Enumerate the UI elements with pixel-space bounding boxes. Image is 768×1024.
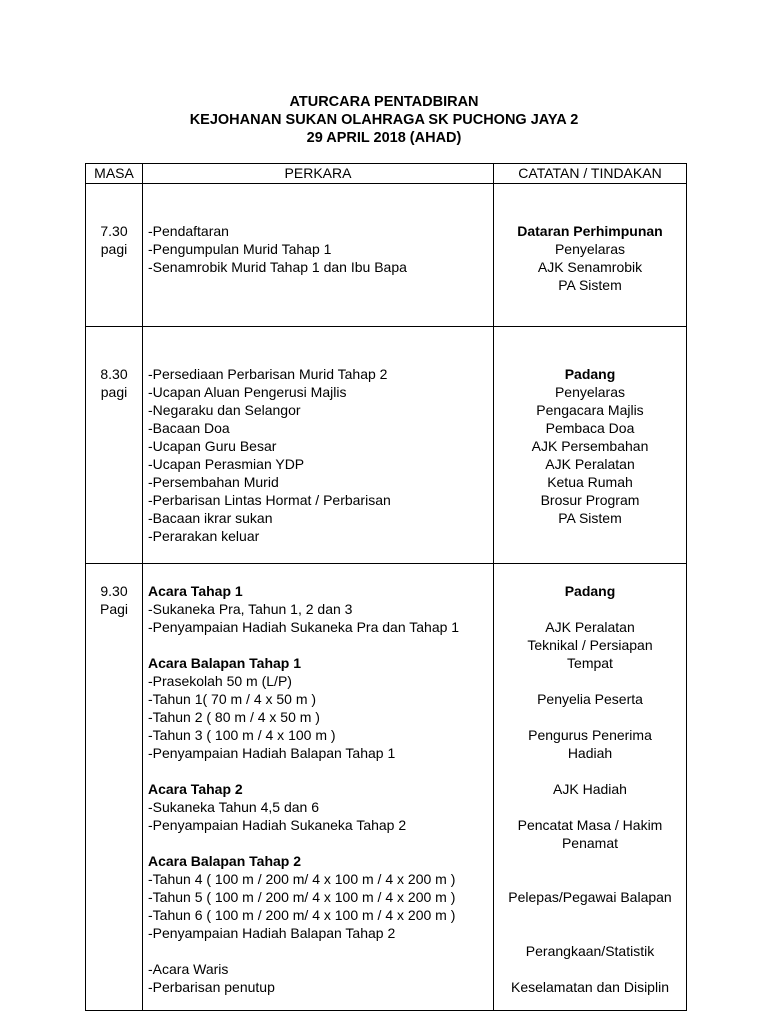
- catatan-line: PA Sistem: [558, 277, 622, 293]
- perkara-line: -Pendaftaran: [148, 223, 229, 239]
- perkara-line: -Persembahan Murid: [148, 474, 279, 490]
- perkara-line: -Tahun 2 ( 80 m / 4 x 50 m ): [148, 709, 320, 725]
- masa-cell: [86, 327, 143, 564]
- perkara-line: -Ucapan Perasmian YDP: [148, 456, 305, 472]
- perkara-line: -Penyampaian Hadiah Sukaneka Tahap 2: [148, 817, 407, 833]
- schedule-table: [85, 163, 687, 1011]
- title-line-2: KEJOHANAN SUKAN OLAHRAGA SK PUCHONG JAYA 2: [189, 112, 579, 128]
- perkara-line: Acara Tahap 2: [148, 781, 243, 797]
- catatan-cell: [494, 327, 687, 564]
- perkara-line: -Perbarisan Lintas Hormat / Perbarisan: [148, 492, 391, 508]
- perkara-line: -Persediaan Perbarisan Murid Tahap 2: [148, 366, 388, 382]
- catatan-line: Penyelaras: [554, 241, 626, 257]
- perkara-line: -Tahun 4 ( 100 m / 200 m/ 4 x 100 m / 4 x 200 m ): [148, 871, 456, 887]
- catatan-line: Tempat: [567, 655, 613, 671]
- catatan-line: Pengurus Penerima: [528, 727, 652, 743]
- masa-line: 8.30: [100, 366, 128, 382]
- blank-line: [148, 942, 493, 960]
- perkara-line: -Penyampaian Hadiah Balapan Tahap 1: [148, 745, 396, 761]
- catatan-line: Pengacara Majlis: [536, 402, 644, 418]
- perkara-line: -Bacaan Doa: [148, 420, 230, 436]
- blank-line: [494, 960, 686, 978]
- blank-line: [148, 834, 493, 852]
- perkara-cell: [143, 327, 494, 564]
- catatan-line: AJK Peralatan: [545, 456, 635, 472]
- perkara-line: -Sukaneka Tahun 4,5 dan 6: [148, 799, 319, 815]
- catatan-cell: [494, 564, 687, 1011]
- catatan-line: Padang: [564, 366, 616, 382]
- blank-line: [494, 762, 686, 780]
- perkara-line: -Senamrobik Murid Tahap 1 dan Ibu Bapa: [148, 259, 407, 275]
- blank-line: [494, 924, 686, 942]
- catatan-line: Hadiah: [567, 745, 613, 761]
- perkara-cell: [143, 564, 494, 1011]
- blank-line: [148, 636, 493, 654]
- perkara-cell: [143, 184, 494, 327]
- perkara-line: -Ucapan Aluan Pengerusi Majlis: [148, 384, 347, 400]
- catatan-line: Brosur Program: [540, 492, 640, 508]
- perkara-line: Acara Balapan Tahap 2: [148, 853, 302, 869]
- blank-line: [494, 798, 686, 816]
- catatan-line: Penyelaras: [554, 384, 626, 400]
- header-masa: MASA: [86, 164, 143, 184]
- table-row: [86, 184, 687, 327]
- blank-line: [494, 870, 686, 888]
- blank-line: [494, 672, 686, 690]
- masa-line: 9.30: [100, 583, 128, 599]
- perkara-line: -Sukaneka Pra, Tahun 1, 2 dan 3: [148, 601, 353, 617]
- perkara-line: Acara Tahap 1: [148, 583, 243, 599]
- perkara-line: -Negaraku dan Selangor: [148, 402, 301, 418]
- masa-line: 7.30: [100, 223, 128, 239]
- catatan-line: Pelepas/Pegawai Balapan: [508, 889, 672, 905]
- title-line-1: ATURCARA PENTADBIRAN: [289, 94, 479, 110]
- header-perkara: PERKARA: [143, 164, 494, 184]
- perkara-line: -Tahun 1( 70 m / 4 x 50 m ): [148, 691, 317, 707]
- blank-line: [494, 906, 686, 924]
- catatan-line: AJK Hadiah: [553, 781, 627, 797]
- blank-line: [494, 708, 686, 726]
- catatan-line: Pencatat Masa / Hakim: [517, 817, 663, 833]
- perkara-line: -Penyampaian Hadiah Balapan Tahap 2: [148, 925, 396, 941]
- perkara-line: -Prasekolah 50 m (L/P): [148, 673, 292, 689]
- catatan-line: AJK Senamrobik: [537, 259, 643, 275]
- table-row: [86, 327, 687, 564]
- catatan-line: Padang: [564, 583, 616, 599]
- perkara-line: -Tahun 6 ( 100 m / 200 m/ 4 x 100 m / 4 x 200 m ): [148, 907, 456, 923]
- catatan-line: Dataran Perhimpunan: [517, 223, 663, 239]
- catatan-line: Ketua Rumah: [547, 474, 633, 490]
- perkara-line: -Perarakan keluar: [148, 528, 260, 544]
- masa-cell: [86, 564, 143, 1011]
- header-catatan: CATATAN / TINDAKAN: [494, 164, 687, 184]
- perkara-line: -Perbarisan penutup: [148, 979, 275, 995]
- masa-line: Pagi: [99, 601, 129, 617]
- catatan-cell: [494, 184, 687, 327]
- perkara-line: -Tahun 3 ( 100 m / 4 x 100 m ): [148, 727, 336, 743]
- perkara-line: -Tahun 5 ( 100 m / 200 m/ 4 x 100 m / 4 x 200 m ): [148, 889, 456, 905]
- table-row: [86, 564, 687, 1011]
- masa-cell: [86, 184, 143, 327]
- catatan-line: Perangkaan/Statistik: [525, 943, 655, 959]
- catatan-line: Pembaca Doa: [545, 420, 635, 436]
- blank-line: [148, 762, 493, 780]
- catatan-line: PA Sistem: [558, 510, 622, 526]
- catatan-line: Penyelia Peserta: [537, 691, 643, 707]
- table-header-row: [86, 164, 687, 184]
- perkara-line: Acara Balapan Tahap 1: [148, 655, 302, 671]
- catatan-line: Teknikal / Persiapan: [527, 637, 653, 653]
- blank-line: [494, 852, 686, 870]
- catatan-line: AJK Persembahan: [531, 438, 649, 454]
- catatan-line: Penamat: [561, 835, 619, 851]
- catatan-line: AJK Peralatan: [545, 619, 635, 635]
- perkara-line: -Bacaan ikrar sukan: [148, 510, 273, 526]
- blank-line: [494, 600, 686, 618]
- perkara-line: -Pengumpulan Murid Tahap 1: [148, 241, 332, 257]
- perkara-line: -Penyampaian Hadiah Sukaneka Pra dan Tahap 1: [148, 619, 460, 635]
- document-title: [0, 93, 768, 147]
- catatan-line: Keselamatan dan Disiplin: [511, 979, 669, 995]
- masa-line: pagi: [100, 384, 128, 400]
- masa-line: pagi: [100, 241, 128, 257]
- title-line-3: 29 APRIL 2018 (AHAD): [306, 130, 462, 146]
- perkara-line: -Ucapan Guru Besar: [148, 438, 277, 454]
- perkara-line: -Acara Waris: [148, 961, 229, 977]
